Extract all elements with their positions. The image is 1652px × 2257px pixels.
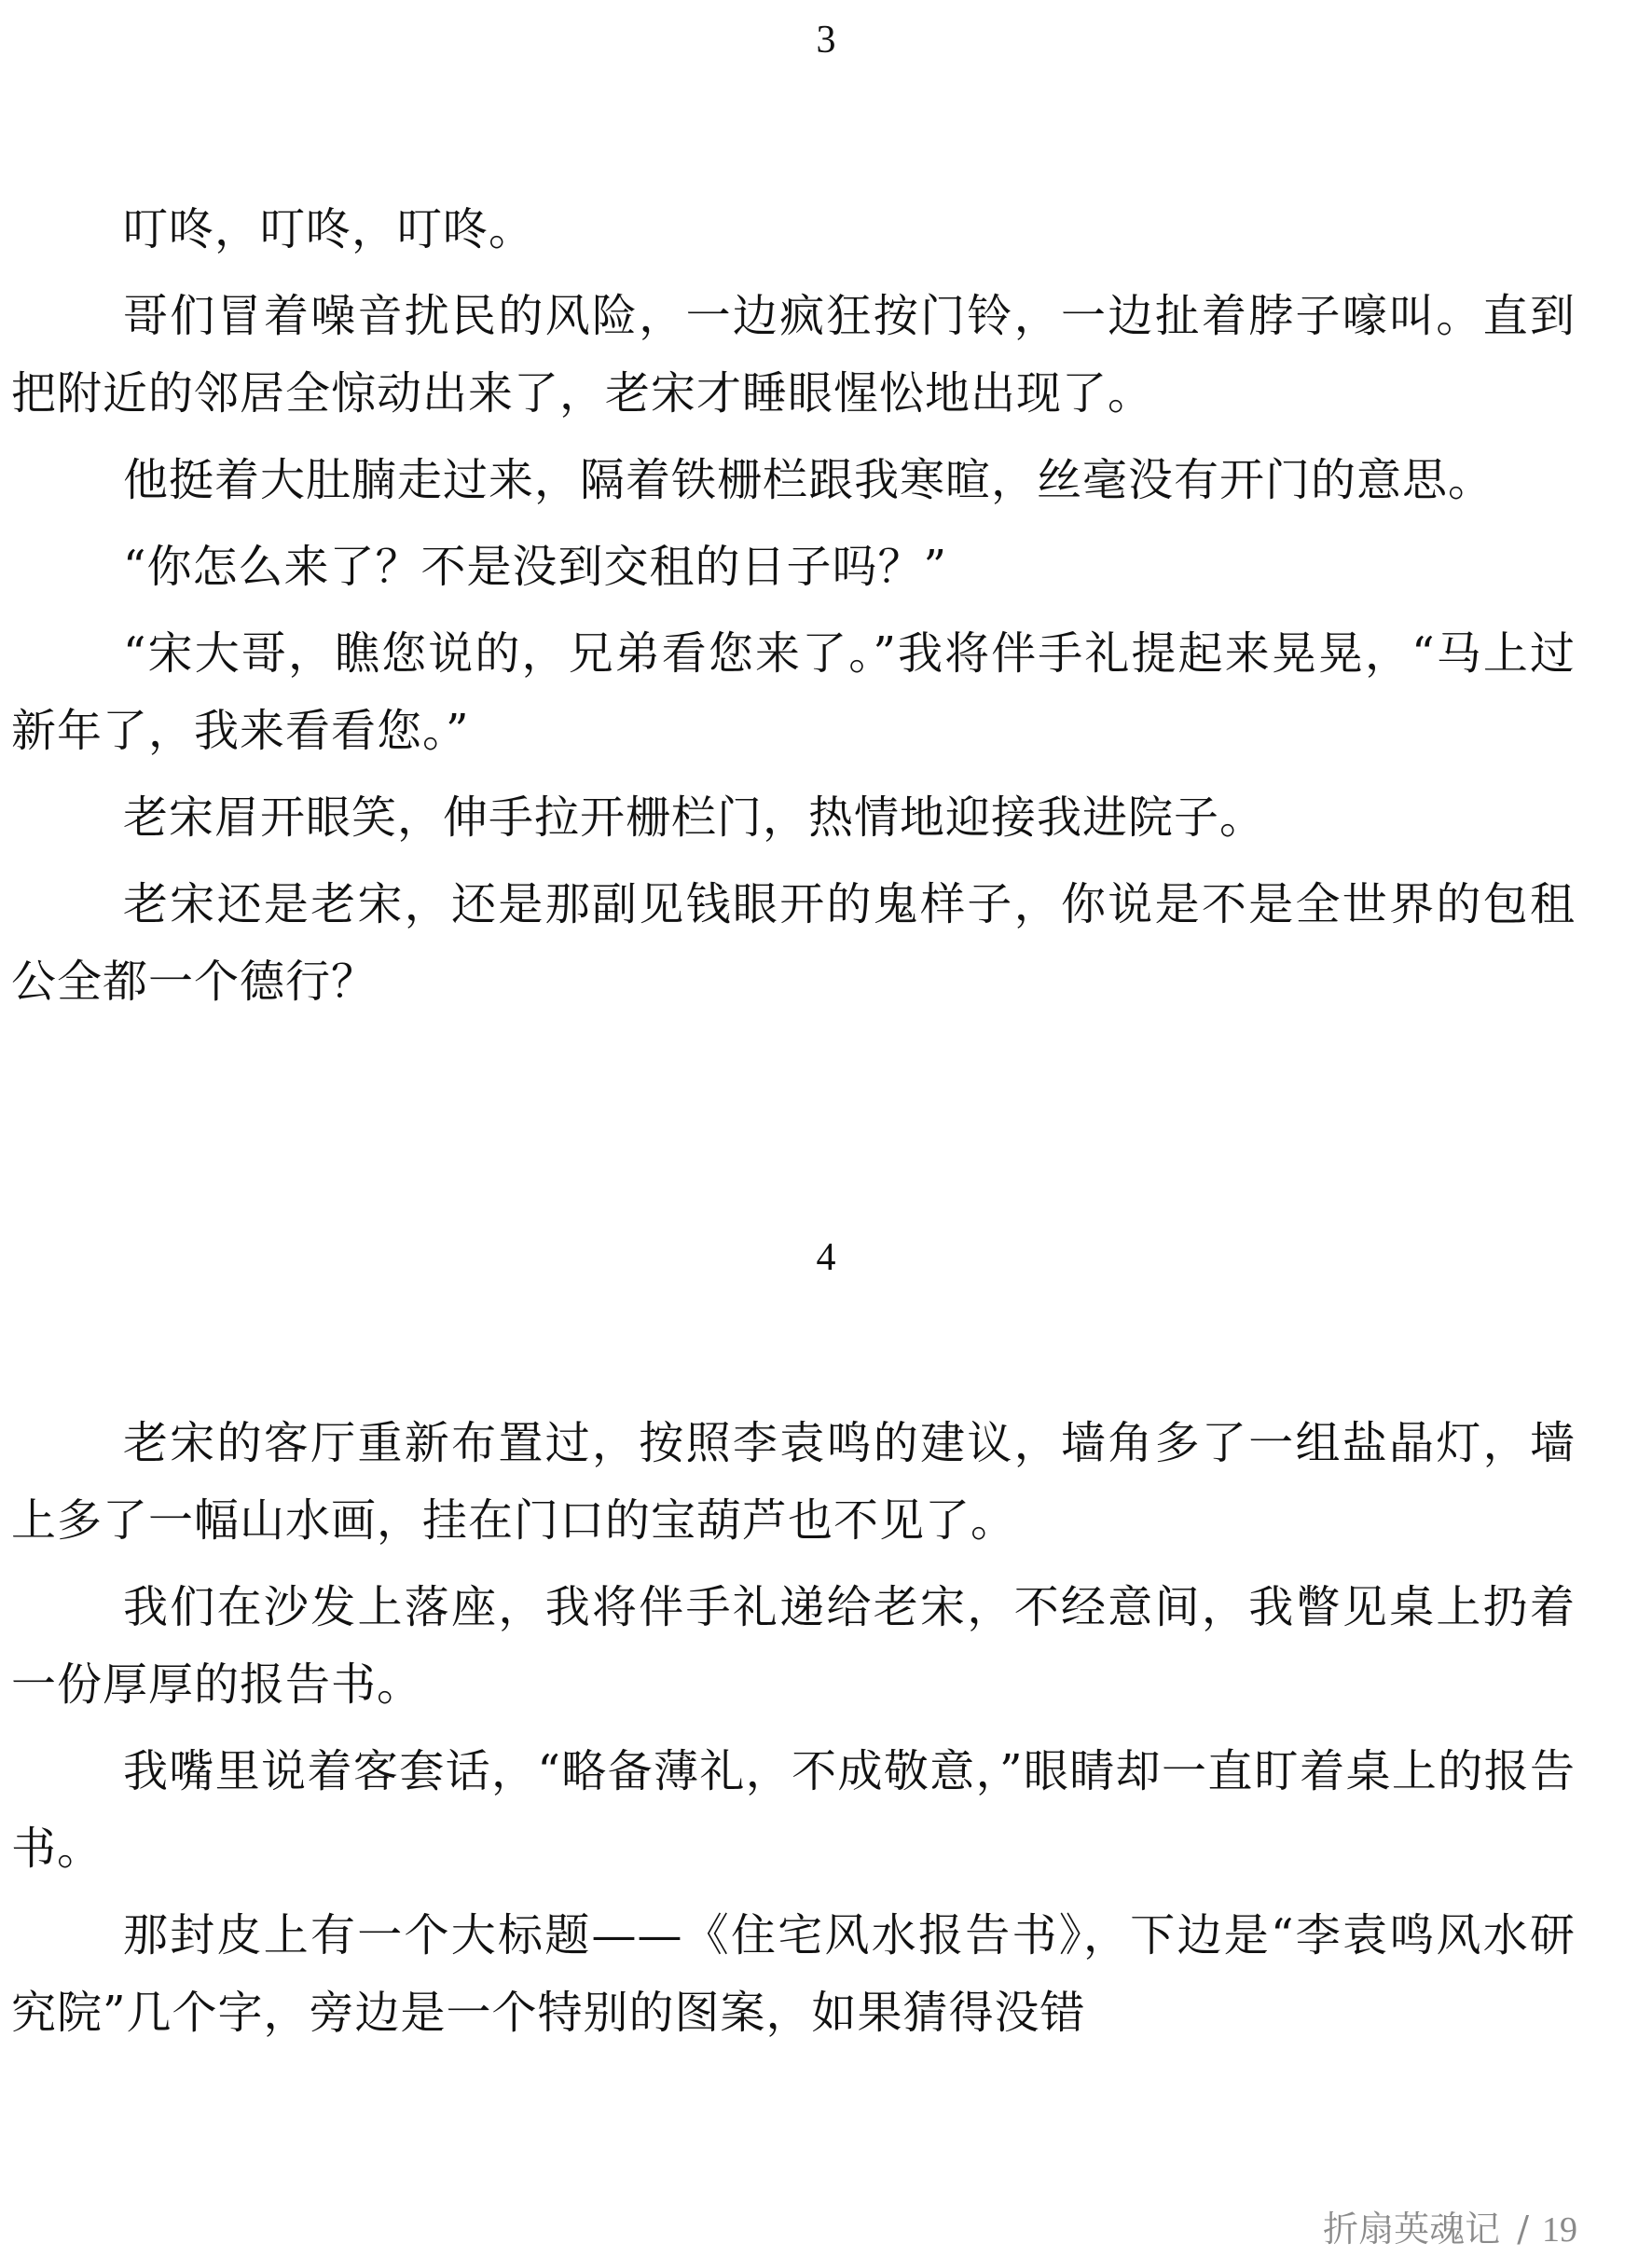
paragraph: 那封皮上有一个大标题——《住宅风水报告书》，下边是“李袁鸣风水研究院”几个字，旁边是一个特别的图案，如果猜得没错 — [11, 1909, 1576, 2039]
paragraph: 我们在沙发上落座，我将伴手礼递给老宋，不经意间，我瞥见桌上扔着一份厚厚的报告书。 — [11, 1581, 1576, 1711]
paragraph: 哥们冒着噪音扰民的风险，一边疯狂按门铃，一边扯着脖子嚎叫。直到把附近的邻居全惊动出来了，老宋才睡眼惺忪地出现了。 — [11, 290, 1576, 420]
section-3-body — [11, 191, 1576, 1030]
paragraph: “你怎么来了？不是没到交租的日子吗？” — [123, 541, 948, 593]
page-footer — [1323, 2211, 1577, 2248]
paragraph: 叮咚，叮咚，叮咚。 — [123, 203, 535, 255]
paragraph: 我嘴里说着客套话，“略备薄礼，不成敬意，”眼睛却一直盯着桌上的报告书。 — [11, 1745, 1576, 1875]
footer-separator: / — [1517, 2209, 1529, 2250]
footer-page-number: 19 — [1542, 2210, 1577, 2250]
paragraph: 老宋还是老宋，还是那副见钱眼开的鬼样子，你说是不是全世界的包租公全都一个德行？ — [11, 878, 1576, 1008]
paragraph: 老宋的客厅重新布置过，按照李袁鸣的建议，墙角多了一组盐晶灯，墙上多了一幅山水画，挂在门口的宝葫芦也不见了。 — [11, 1417, 1576, 1547]
footer-book-title: 折扇英魂记 — [1323, 2209, 1501, 2250]
section-number: 4 — [816, 1236, 836, 1279]
paragraph: “宋大哥，瞧您说的，兄弟看您来了。”我将伴手礼提起来晃晃，“马上过新年了，我来看看您。” — [11, 627, 1576, 757]
paragraph: 他挺着大肚腩走过来，隔着铁栅栏跟我寒暄，丝毫没有开门的意思。 — [123, 454, 1494, 506]
paragraph: 老宋眉开眼笑，伸手拉开栅栏门，热情地迎接我进院子。 — [123, 791, 1266, 844]
section-4-body — [11, 1405, 1576, 2061]
section-number: 3 — [816, 19, 836, 62]
